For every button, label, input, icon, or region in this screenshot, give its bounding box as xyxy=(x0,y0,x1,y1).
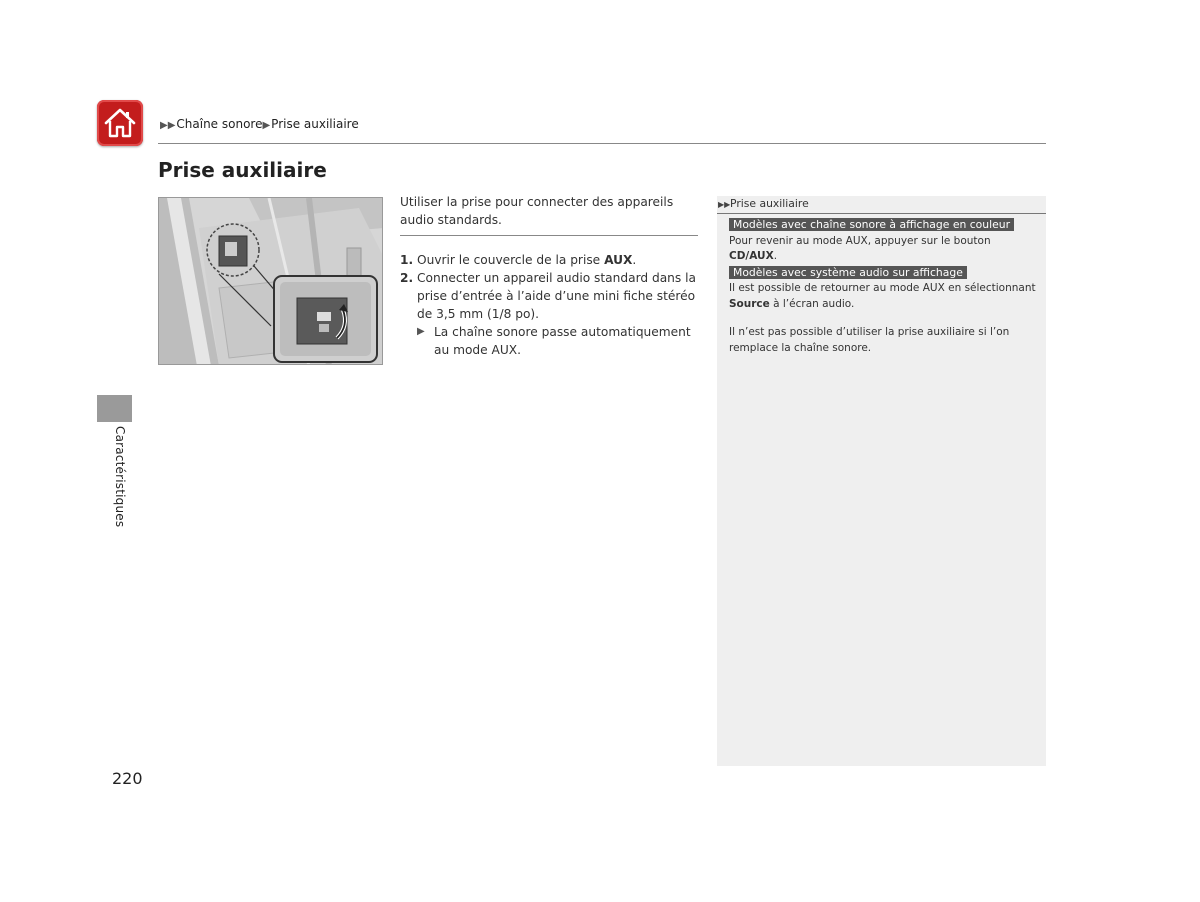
note-text xyxy=(729,234,1039,265)
home-button[interactable] xyxy=(97,100,143,146)
spacer xyxy=(729,312,1039,325)
intro-text: Utiliser la prise pour connecter des appareils audio standards. xyxy=(400,193,698,236)
step-number: 2. xyxy=(400,271,414,285)
chevron-right-icon: ▶ xyxy=(262,120,271,131)
step-1 xyxy=(400,251,698,269)
side-body xyxy=(729,217,1039,356)
step-text xyxy=(417,251,698,269)
aux-jack-figure xyxy=(158,197,383,365)
aux-jack-illustration xyxy=(159,198,383,365)
side-heading-text: Prise auxiliaire xyxy=(730,197,809,210)
breadcrumb xyxy=(160,117,359,131)
button-label: CD/AUX xyxy=(729,250,774,262)
section-tab-label: Caractéristiques xyxy=(113,426,127,528)
model-tag: Modèles avec chaîne sonore à affichage en couleur xyxy=(729,218,1014,231)
step-text-part: Ouvrir le couvercle de la prise xyxy=(417,253,605,267)
breadcrumb-item[interactable]: Prise auxiliaire xyxy=(271,117,359,131)
side-notes-panel xyxy=(717,196,1046,766)
double-chevron-icon: ▶▶ xyxy=(718,200,731,209)
result-text: La chaîne sonore passe automatiquement au mode AUX. xyxy=(434,325,691,357)
note-part: . xyxy=(773,250,778,262)
side-heading xyxy=(717,196,1046,214)
page-title: Prise auxiliaire xyxy=(158,158,327,182)
note-part: Pour revenir au mode AUX, appuyer sur le bouton xyxy=(729,234,991,247)
home-icon xyxy=(103,107,137,139)
step-number: 1. xyxy=(400,253,414,267)
source-label: Source xyxy=(729,297,770,310)
step-2 xyxy=(400,269,698,323)
chevron-right-icon: ▶▶ xyxy=(160,120,176,131)
header-divider xyxy=(158,143,1046,144)
note-part: à l’écran audio. xyxy=(769,297,855,310)
model-tag: Modèles avec système audio sur affichage xyxy=(729,266,967,279)
note-text xyxy=(729,281,1039,312)
page-number: 220 xyxy=(112,769,143,788)
note-part: Il est possible de retourner au mode AUX en sélectionnant xyxy=(729,282,1036,294)
aux-label: AUX xyxy=(604,253,633,267)
step-result xyxy=(417,323,698,359)
breadcrumb-item[interactable]: Chaîne sonore xyxy=(176,117,263,131)
section-tab-marker xyxy=(97,395,132,422)
step-text: Connecter un appareil audio standard dans la prise d’entrée à l’aide d’une mini fiche stéréo de 3,5 mm (1/8 po). xyxy=(417,271,696,321)
note-text: Il n’est pas possible d’utiliser la prise auxiliaire si l’on remplace la chaîne sonore. xyxy=(729,326,1010,354)
step-text-part: . xyxy=(632,253,637,267)
main-column xyxy=(400,193,698,359)
arrow-right-icon: ▶ xyxy=(417,326,425,337)
